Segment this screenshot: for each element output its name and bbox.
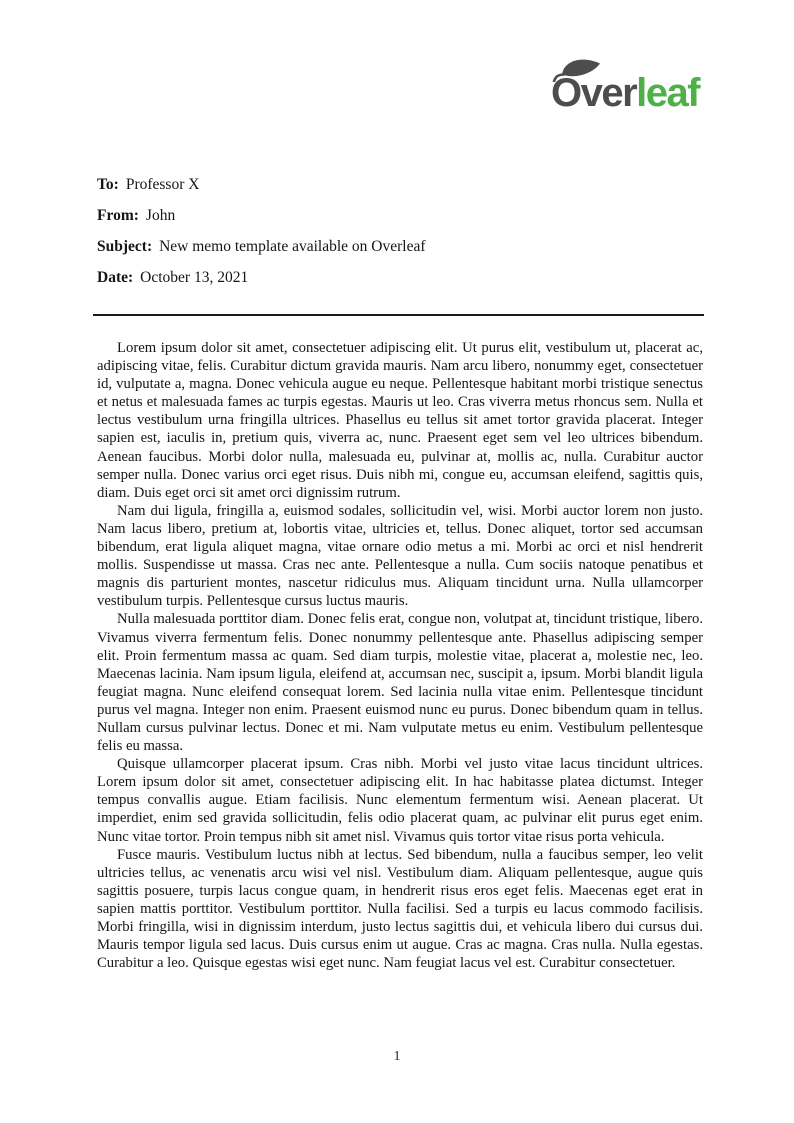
memo-field-from [97,207,703,225]
from-value: John [145,207,176,224]
to-value: Professor X [125,176,200,193]
overleaf-logo [551,56,709,116]
memo-header [97,176,703,300]
memo-field-date [97,269,703,287]
from-label: From: [97,207,139,224]
subject-label: Subject: [97,238,153,255]
date-label: Date: [97,269,134,286]
to-label: To: [97,176,119,193]
date-value: October 13, 2021 [140,269,249,286]
logo-text-over: Over [551,71,637,115]
memo-body [97,339,703,972]
subject-value: New memo template available on Overleaf [159,238,426,255]
memo-field-to [97,176,703,194]
body-paragraph-1: Lorem ipsum dolor sit amet, consectetuer adipiscing elit. Ut purus elit, vestibulum ut, placerat ac, adipiscing vitae, felis. Curabitur dictum gravida mauris. Nam arcu libero, nonummy eget, consectetuer id, vulputate a, magna. Donec vehicula augue eu neque. Pellentesque habitant morbi tristique senectus et netus et malesuada fames ac turpis egestas. Mauris ut leo. Cras viverra metus rhoncus sem. Nulla et lectus vestibulum urna fringilla ultrices. Phasellus eu tellus sit amet tortor gravida placerat. Integer sapien est, iaculis in, pretium quis, viverra ac, nunc. Praesent eget sem vel leo ultrices bibendum. Aenean faucibus. Morbi dolor nulla, malesuada eu, pulvinar at, mollis ac, nulla. Curabitur auctor semper nulla. Donec varius orci eget risus. Duis nibh mi, congue eu, accumsan eleifend, sagittis quis, diam. Duis eget orci sit amet orci dignissim rutrum. [97,340,703,501]
body-paragraph-2: Nam dui ligula, fringilla a, euismod sodales, sollicitudin vel, wisi. Morbi auctor lorem non justo. Nam lacus libero, pretium at, lobortis vitae, ultricies et, tellus. Donec aliquet, tortor sed accumsan bibendum, erat ligula aliquet magna, vitae ornare odio metus a mi. Morbi ac orci et nisl hendrerit mollis. Suspendisse ut massa. Cras nec ante. Pellentesque a nulla. Cum sociis natoque penatibus et magnis dis parturient montes, nascetur ridiculus mus. Aliquam tincidunt urna. Nulla ullamcorper vestibulum turpis. Pellentesque cursus luctus mauris. [97,502,703,610]
logo-text-leaf: leaf [636,71,700,115]
memo-field-subject [97,238,703,256]
logo-wordmark [551,72,699,114]
divider-rule [93,314,704,316]
body-paragraph-4: Quisque ullamcorper placerat ipsum. Cras nibh. Morbi vel justo vitae lacus tincidunt ultrices. Lorem ipsum dolor sit amet, consectetuer adipiscing elit. In hac habitasse platea dictumst. Integer tempus convallis augue. Etiam facilisis. Nunc elementum fermentum wisi. Aenean placerat. Ut imperdiet, enim sed gravida sollicitudin, felis odio placerat quam, ac pulvinar elit purus eget enim. Nunc vitae tortor. Proin tempus nibh sit amet nisl. Vivamus quis tortor vitae risus porta vehicula. [97,756,703,845]
body-paragraph-3: Nulla malesuada porttitor diam. Donec felis erat, congue non, volutpat at, tincidunt tristique, libero. Vivamus viverra fermentum felis. Donec nonummy pellentesque ante. Phasellus adipiscing semper elit. Proin fermentum massa ac quam. Sed diam turpis, molestie vitae, placerat a, molestie nec, leo. Maecenas lacinia. Nam ipsum ligula, eleifend at, accumsan nec, suscipit a, ipsum. Morbi blandit ligula feugiat magna. Nunc eleifend consequat lorem. Sed lacinia nulla vitae enim. Pellentesque tincidunt purus vel magna. Integer non enim. Praesent euismod nunc eu purus. Donec bibendum quam in tellus. Nullam cursus pulvinar lectus. Donec et mi. Nam vulputate metus eu enim. Vestibulum pellentesque felis eu massa. [97,611,703,755]
page-number: 1 [393,1049,401,1064]
body-paragraph-5: Fusce mauris. Vestibulum luctus nibh at lectus. Sed bibendum, nulla a faucibus semper, leo velit ultricies tellus, ac venenatis arcu wisi vel nisl. Vestibulum diam. Aliquam pellentesque, augue quis sagittis posuere, turpis lacus congue quam, in hendrerit risus eros eget felis. Maecenas eget erat in sapien mattis porttitor. Vestibulum porttitor. Nulla facilisi. Sed a turpis eu lacus commodo facilisis. Morbi fringilla, wisi in dignissim interdum, justo lectus sagittis dui, et vehicula libero dui cursus dui. Mauris tempor ligula sed lacus. Duis cursus enim ut augue. Cras ac magna. Cras nulla. Nulla egestas. Curabitur a leo. Quisque egestas wisi eget nunc. Nam feugiat lacus vel est. Curabitur consectetuer. [97,846,703,972]
